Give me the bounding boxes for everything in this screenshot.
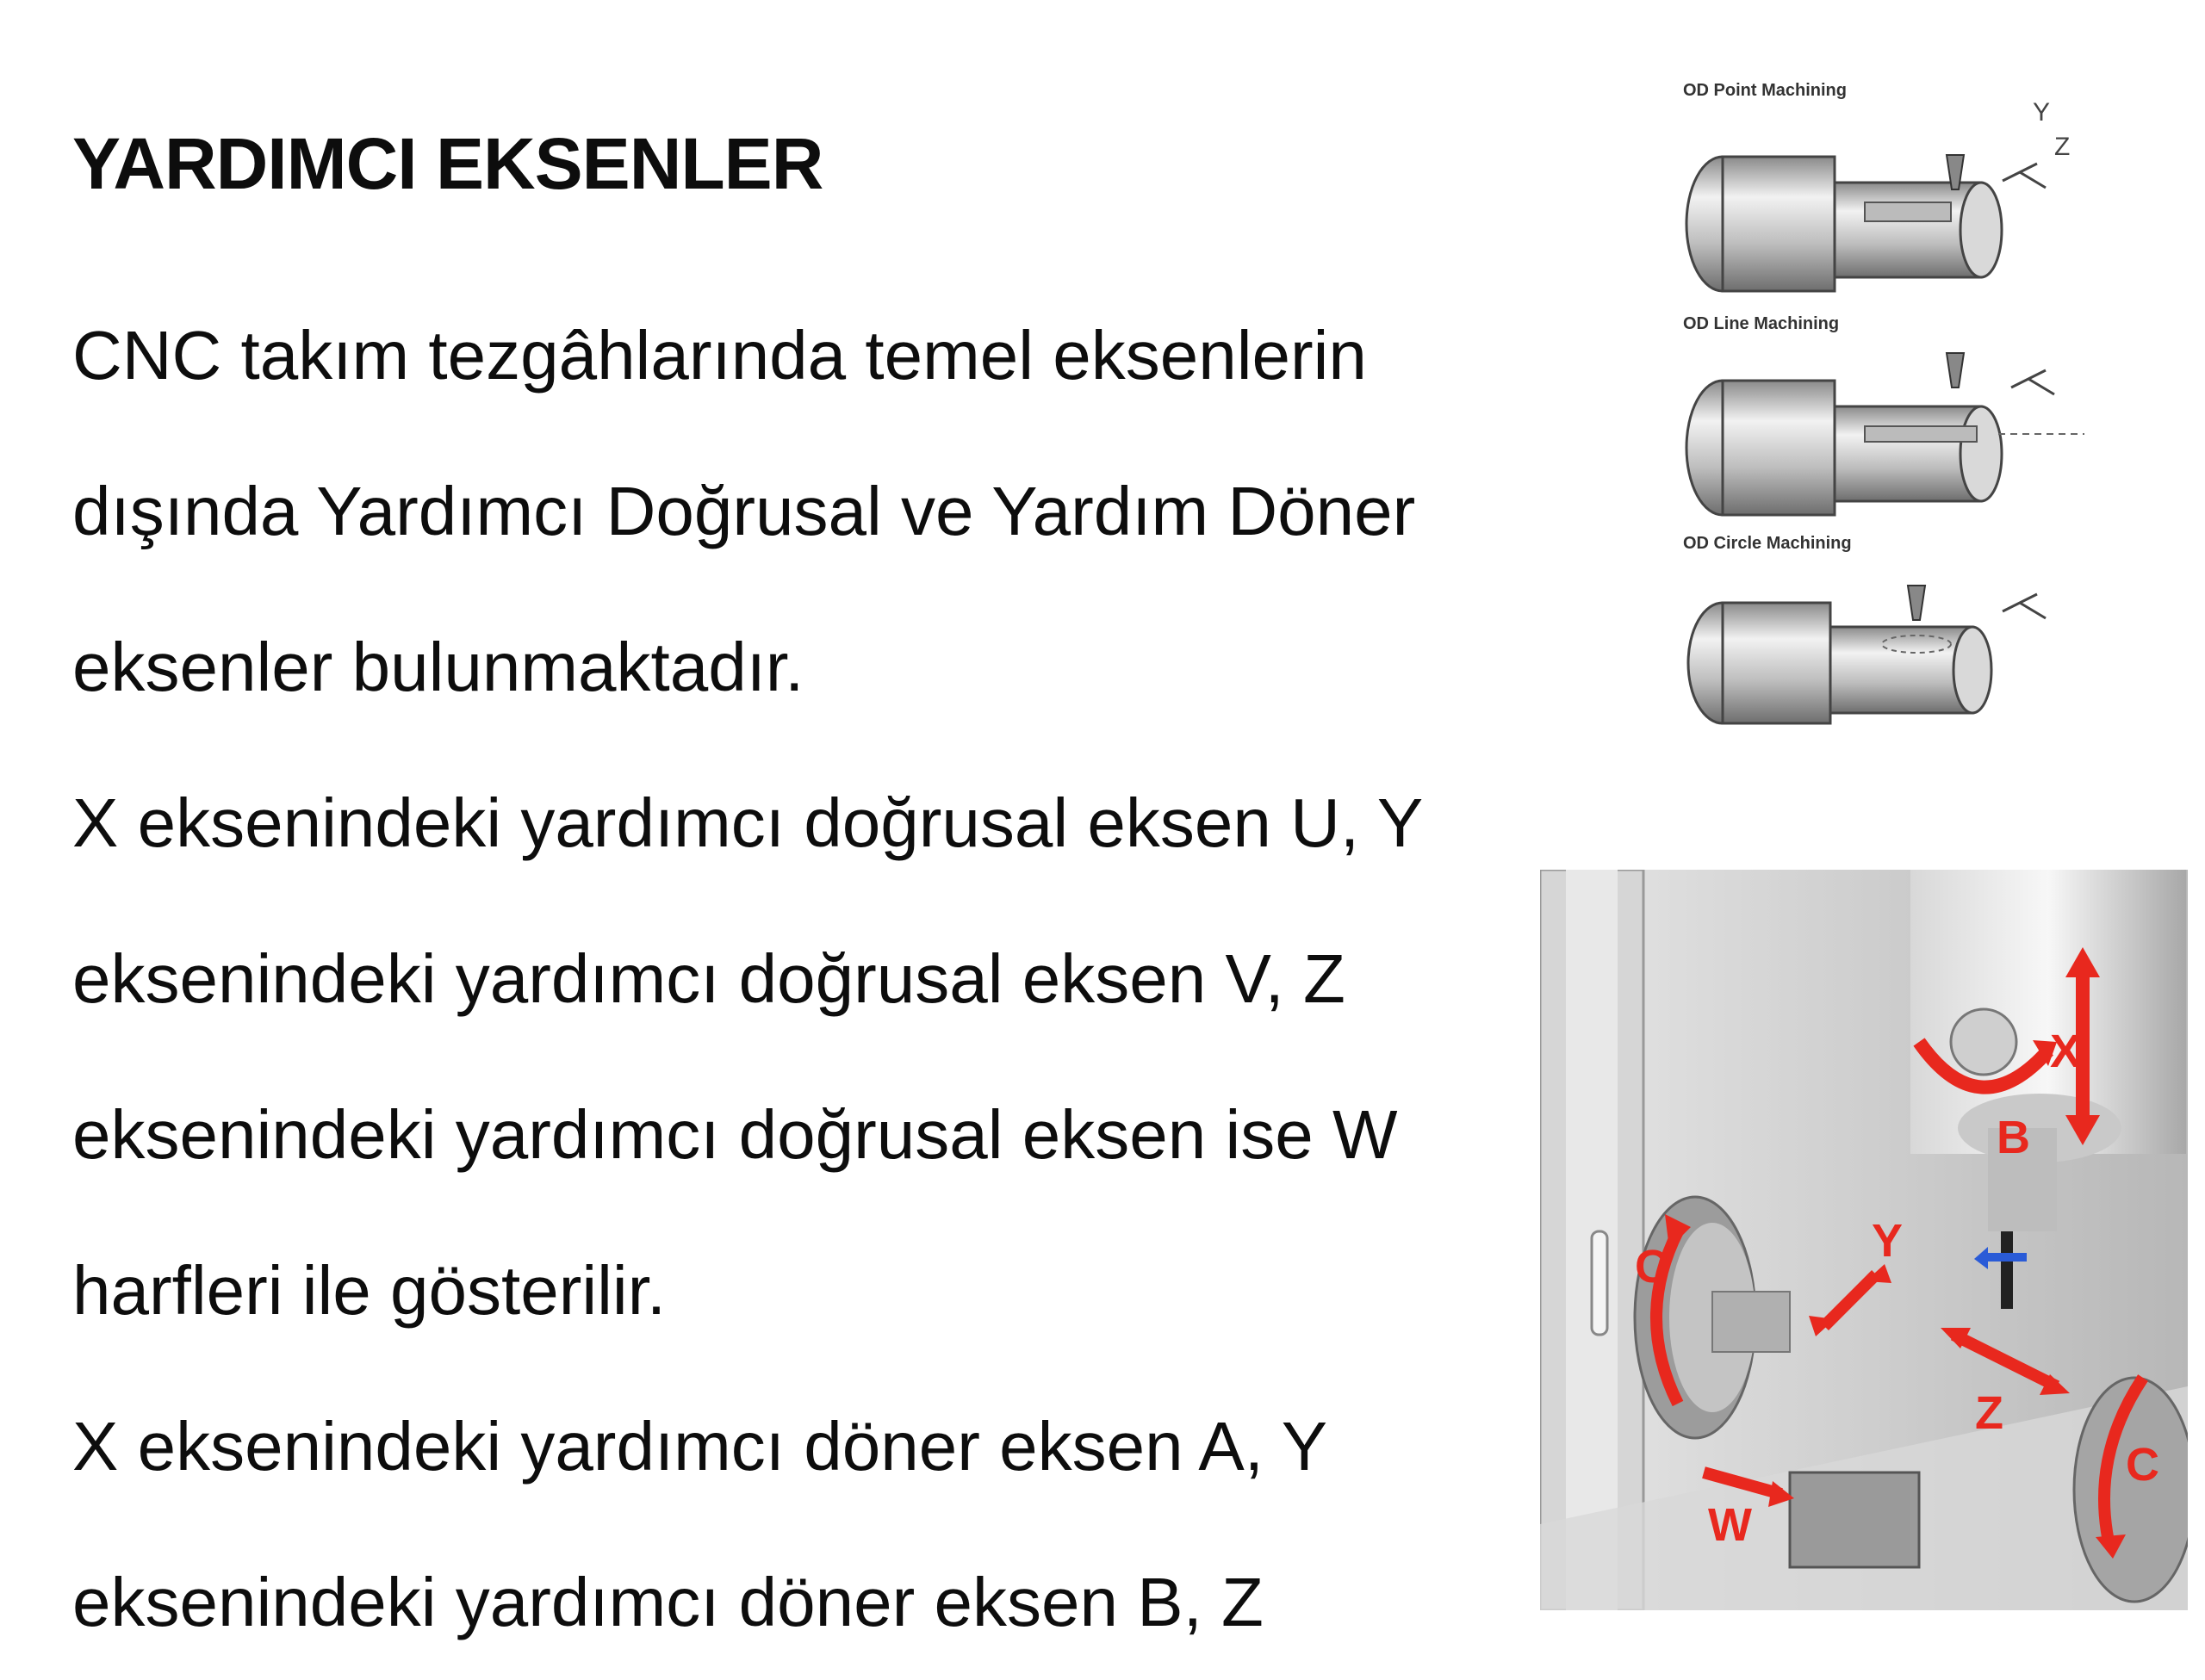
axis-label-x: X [2050,1026,2082,1077]
body-line: eksenindeki yardımcı döner eksen B, Z [72,1564,1264,1640]
body-line: harfleri ile gösterilir. [72,1252,667,1329]
body-line: eksenler bulunmaktadır. [72,629,804,705]
axis-label-b: B [1997,1112,2030,1163]
axis-label-z: Z [1975,1387,2003,1439]
body-line: CNC takım tezgâhlarında temel eksenlerin [72,317,1367,394]
od-machining-figure [1671,69,2093,749]
body-line: X eksenindeki yardımcı doğrusal eksen U, Y [72,784,1424,861]
body-line: X eksenindeki yardımcı döner eksen A, Y [72,1408,1328,1485]
caption-od-line: OD Line Machining [1683,314,1840,333]
axis-y-label: Y [2033,98,2051,127]
body-line: dışında Yardımcı Doğrusal ve Yardım Döner [72,473,1416,549]
axis-label-y: Y [1872,1215,1904,1267]
body-text [72,277,1571,1680]
caption-od-circle: OD Circle Machining [1683,534,1852,553]
body-line: eksenindeki yardımcı doğrusal eksen V, Z [72,940,1345,1017]
machine-axes-figure [1540,870,2188,1610]
axis-label-w: W [1708,1499,1752,1551]
od-machining-illustration [1671,69,2093,749]
axis-label-c-right: C [2126,1439,2159,1491]
slide-title: YARDIMCI EKSENLER [72,123,823,204]
axis-label-c-left: C [1635,1241,1668,1293]
body-line: eksenindeki yardımcı doğrusal eksen ise W [72,1096,1398,1173]
caption-od-point: OD Point Machining [1683,81,1847,100]
axis-z-label: Z [2054,133,2071,161]
